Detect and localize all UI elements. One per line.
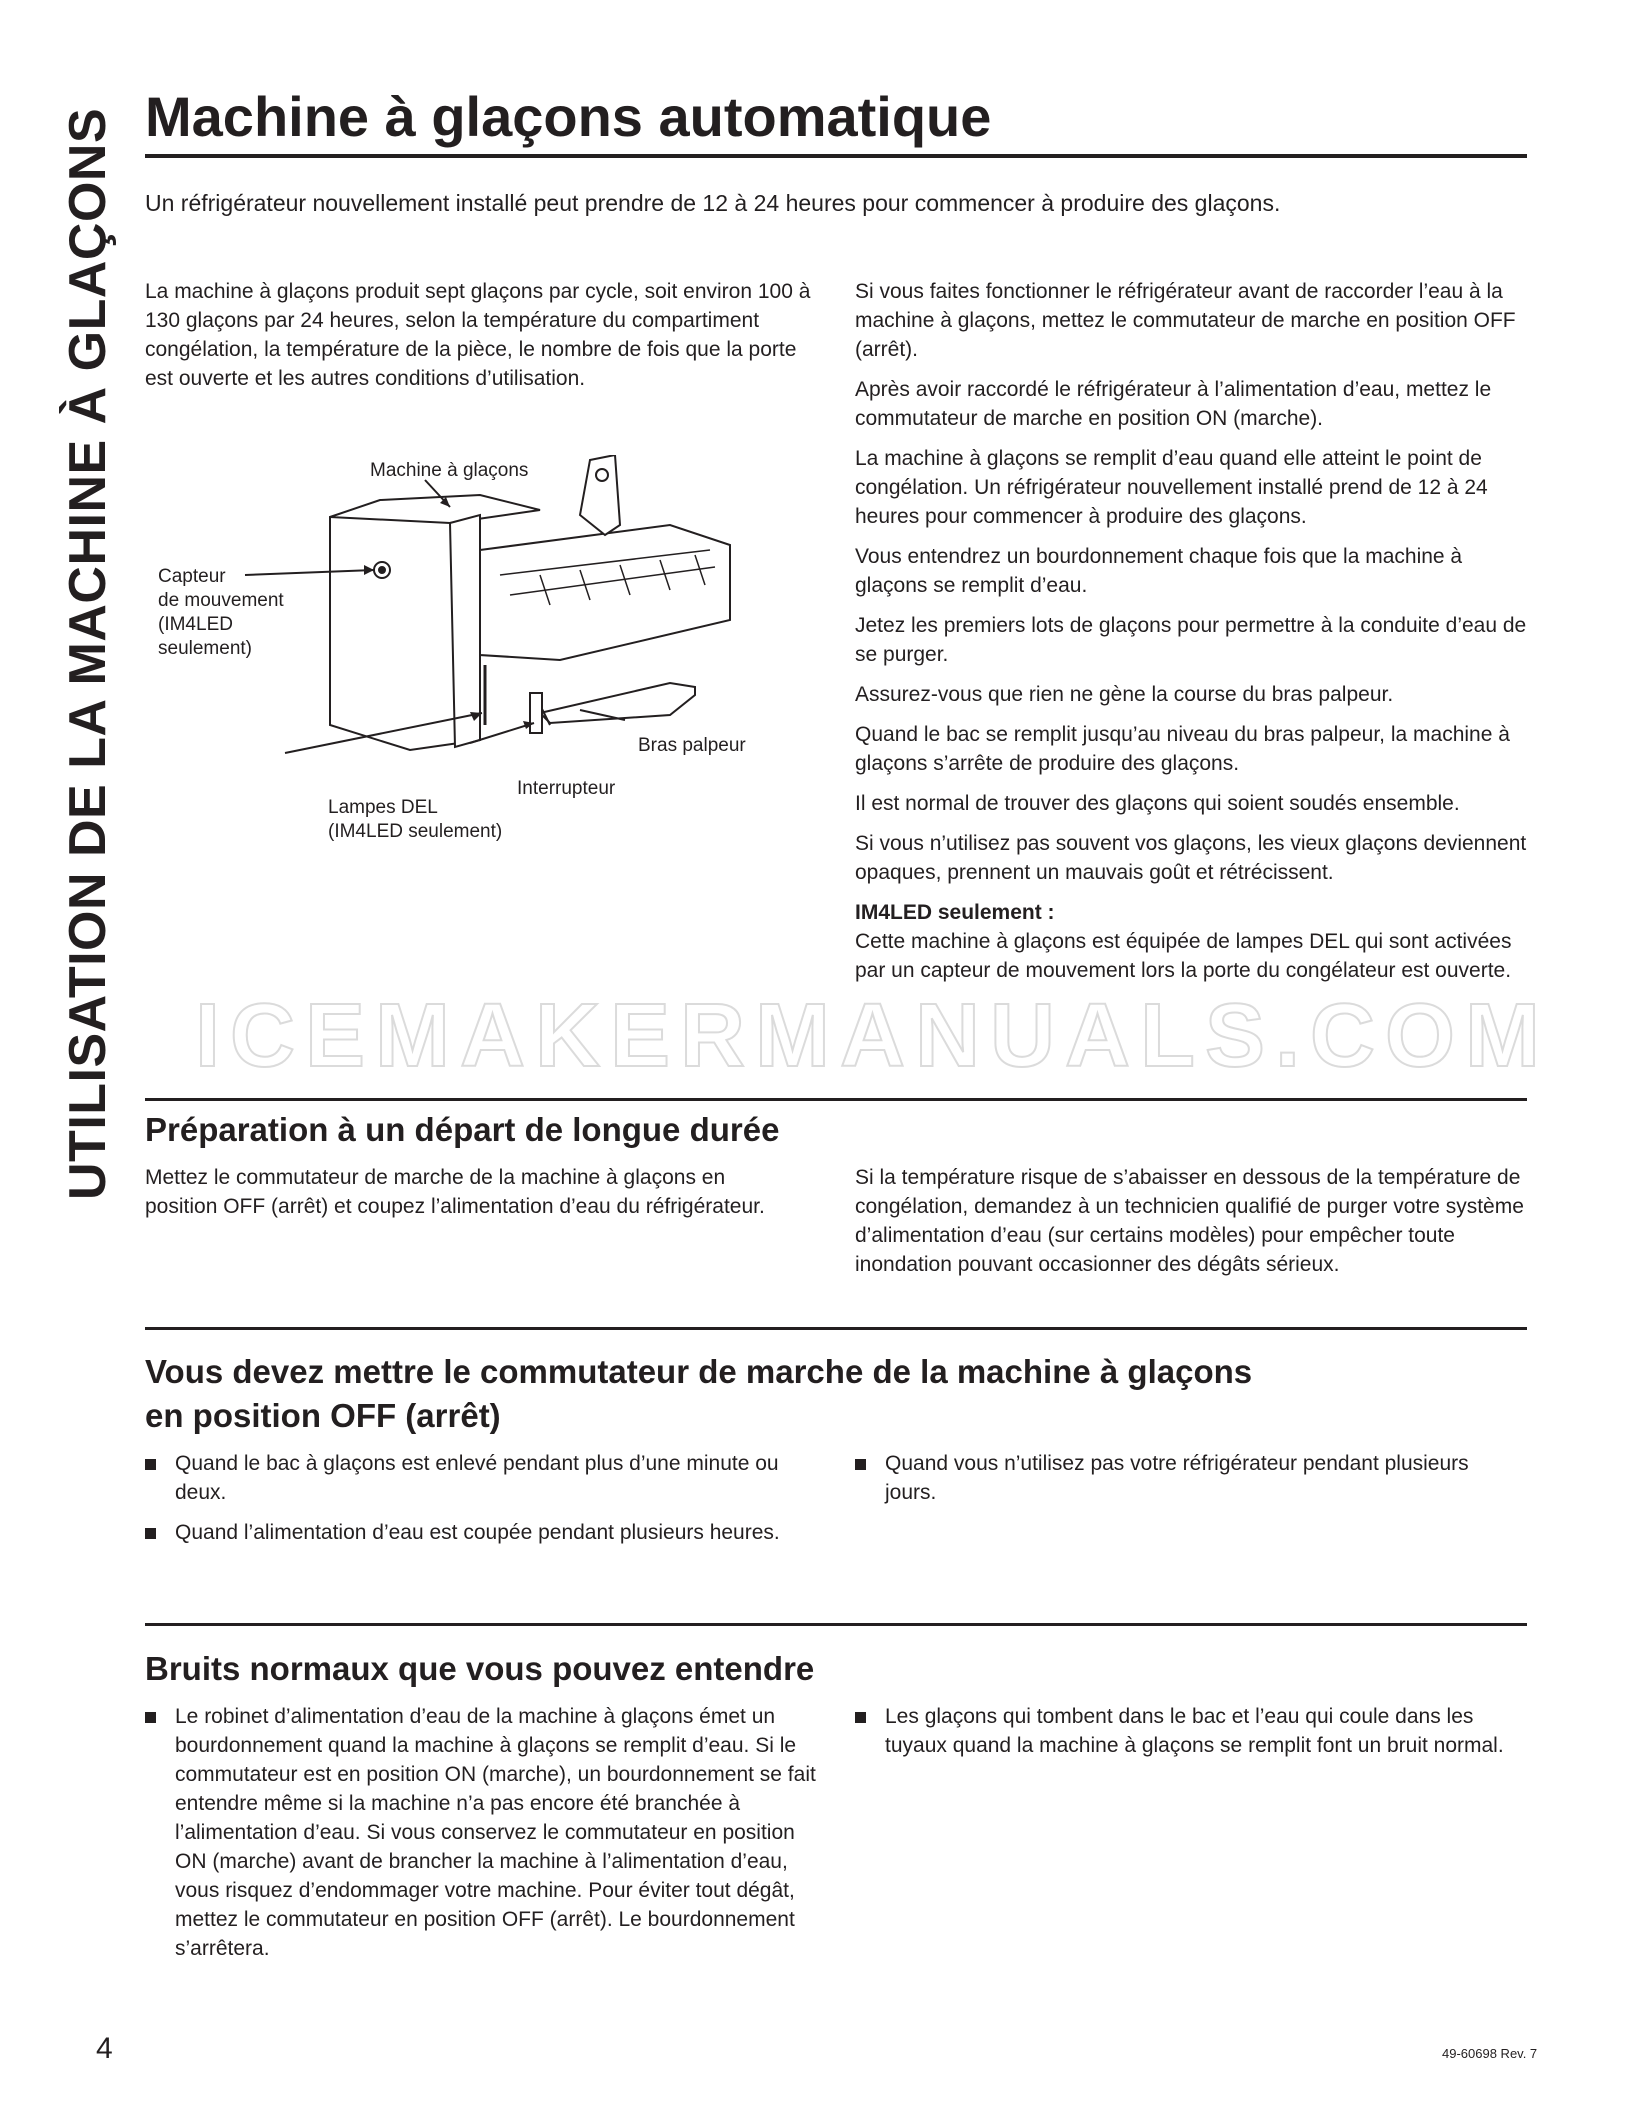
page-number: 4: [96, 2032, 113, 2065]
bullet-icon: [855, 1712, 866, 1723]
section-heading-normal-sounds: Bruits normaux que vous pouvez entendre: [145, 1650, 815, 1687]
bullet-icon: [145, 1712, 156, 1723]
feeler-arm: [540, 683, 695, 723]
paragraph: La machine à glaçons se remplit d’eau quand elle atteint le point de congélation. Un réfrigérateur nouvellement installé prend de 12 à 24 heures pour commencer à produire des glaçons.: [855, 447, 1488, 528]
bullet-icon: [855, 1459, 866, 1470]
list-item: Le robinet d’alimentation d’eau de la machine à glaçons émet un bourdonnement quand la machine à glaçons se remplit d’eau. Si le commutateur est en position ON (marche), un bourdonnement se fait entendre même si la machine n’a pas encore été branchée à l’alimentation d’eau. Si vous conservez le commutateur en position ON (marche) avant de brancher la machine à l’alimentation d’eau, vous risquez d’endommager votre machine. Pour éviter tout dégât, mettez le commutateur en position OFF (arrêt). Le bourdonnement s’arrêtera.: [145, 1702, 825, 1963]
switch-off-right-list: [855, 1449, 1515, 1518]
title-rule: [145, 154, 1527, 158]
list-item: Quand l’alimentation d’eau est coupée pendant plusieurs heures.: [145, 1518, 795, 1547]
label-feeler-arm: Bras palpeur: [638, 735, 746, 756]
label-switch: Interrupteur: [517, 778, 616, 799]
normal-sounds-right-list: [855, 1702, 1535, 1771]
long-absence-left: Mettez le commutateur de marche de la machine à glaçons en position OFF (arrêt) et coupez l’alimentation d’eau du réfrigérateur.: [145, 1166, 765, 1218]
section-rule: [145, 1327, 1527, 1330]
bullet-icon: [145, 1528, 156, 1539]
section-heading-long-absence: Préparation à un départ de longue durée: [145, 1111, 780, 1148]
paragraph: Jetez les premiers lots de glaçons pour permettre à la conduite d’eau de se purger.: [855, 614, 1527, 666]
icemaker-right-column: [855, 277, 1535, 985]
normal-sounds-left-list: [145, 1702, 825, 1974]
icemaker-housing-top: [330, 495, 540, 523]
switch-off-left-list: [145, 1449, 795, 1558]
icemaker-left-column: [145, 277, 825, 404]
im4led-text: Cette machine à glaçons est équipée de lampes DEL qui sont activées par un capteur de mouvement lors la porte du congélateur est ouverte.: [855, 930, 1512, 982]
long-absence-right: Si la température risque de s’abaisser en dessous de la température de congélation, demandez à un technicien qualifié de purger votre système d’alimentation d’eau (sur certains modèles) pour empêcher toute inondation pouvant occasionner des dégâts sérieux.: [855, 1166, 1524, 1276]
paragraph: Assurez-vous que rien ne gène la course du bras palpeur.: [855, 683, 1394, 706]
intro-text: Un réfrigérateur nouvellement installé peut prendre de 12 à 24 heures pour commencer à produire des glaçons.: [145, 190, 1281, 216]
list-item: Quand vous n’utilisez pas votre réfrigérateur pendant plusieurs jours.: [855, 1449, 1515, 1507]
label-motion-sensor: Capteur de mouvement (IM4LED seulement): [158, 566, 284, 659]
list-item: Quand le bac à glaçons est enlevé pendant plus d’une minute ou deux.: [145, 1449, 795, 1507]
label-led-lamps: Lampes DEL (IM4LED seulement): [328, 797, 503, 842]
ice-mold: [480, 525, 730, 660]
icemaker-description: La machine à glaçons produit sept glaçons par cycle, soit environ 100 à 130 glaçons par 24 heures, selon la température du compartiment congélation, la température de la pièce, le nombre de fois que la porte est ouverte et les autres conditions d’utilisation.: [145, 280, 811, 390]
bullet-icon: [145, 1459, 156, 1470]
paragraph: Si vous faites fonctionner le réfrigérateur avant de raccorder l’eau à la machine à glaçons, mettez le commutateur de marche en position OFF (arrêt).: [855, 280, 1516, 361]
paragraph: Vous entendrez un bourdonnement chaque fois que la machine à glaçons se remplit d’eau.: [855, 545, 1463, 597]
label-ice-maker: Machine à glaçons: [370, 460, 529, 481]
icemaker-housing-front: [450, 515, 480, 747]
watermark: ICEMAKERMANUALS.COM: [195, 986, 1550, 1086]
list-item: Les glaçons qui tombent dans le bac et l’eau qui coule dans les tuyaux quand la machine à glaçons se remplit font un bruit normal.: [855, 1702, 1535, 1760]
page-title: Machine à glaçons automatique: [145, 85, 992, 148]
paragraph: Si vous n’utilisez pas souvent vos glaçons, les vieux glaçons deviennent opaques, prennent un mauvais goût et rétrécissent.: [855, 832, 1527, 884]
section-heading-switch-off: Vous devez mettre le commutateur de marche de la machine à glaçons en position OFF (arrêt): [145, 1353, 1253, 1434]
paragraph: Après avoir raccordé le réfrigérateur à l’alimentation d’eau, mettez le commutateur de marche en position ON (marche).: [855, 378, 1492, 430]
section-rule: [145, 1623, 1527, 1626]
section-rule: [145, 1098, 1527, 1101]
paragraph: Quand le bac se remplit jusqu’au niveau du bras palpeur, la machine à glaçons s’arrête de produire des glaçons.: [855, 723, 1510, 775]
document-code: 49-60698 Rev. 7: [1442, 2046, 1538, 2061]
im4led-heading: IM4LED seulement :: [855, 901, 1055, 924]
mounting-bracket: [580, 455, 620, 535]
paragraph: Il est normal de trouver des glaçons qui soient soudés ensemble.: [855, 792, 1460, 815]
switch: [530, 693, 542, 733]
side-section-title: UTILISATION DE LA MACHINE À GLAÇONS: [59, 107, 117, 1200]
